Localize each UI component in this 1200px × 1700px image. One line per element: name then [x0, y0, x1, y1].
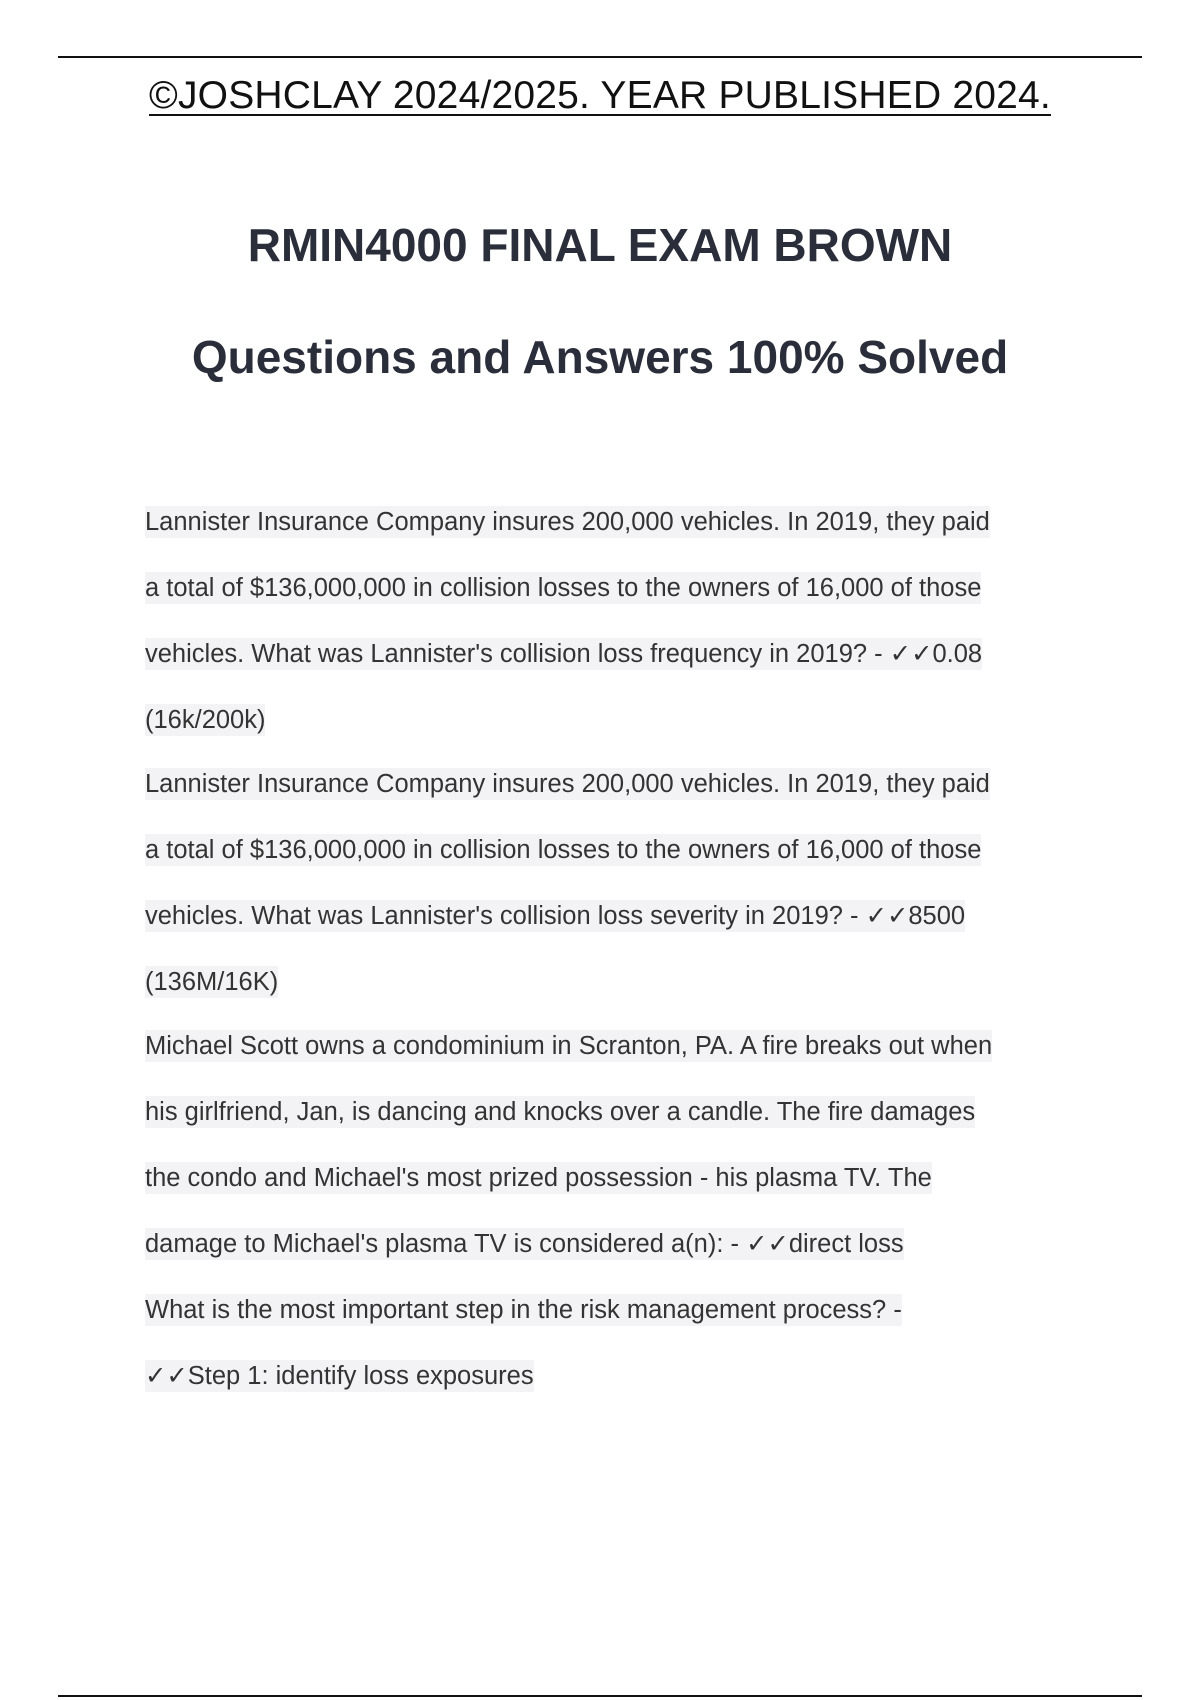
- text-line: a total of $136,000,000 in collision losses to the owners of 16,000 of those: [145, 836, 982, 864]
- document-subtitle: Questions and Answers 100% Solved: [191, 331, 1009, 383]
- text-line: a total of $136,000,000 in collision losses to the owners of 16,000 of those: [145, 574, 982, 602]
- qa-item-2: [145, 758, 1095, 1020]
- copyright-text: ©JOSHCLAY 2024/2025. YEAR PUBLISHED 2024.: [149, 74, 1051, 117]
- text-line: vehicles. What was Lannister's collision loss severity in 2019? - ✓✓8500: [145, 902, 966, 930]
- text-line: (16k/200k): [145, 706, 266, 734]
- text-line: What is the most important step in the risk management process? -: [145, 1296, 902, 1324]
- text-line: ✓✓Step 1: identify loss exposures: [145, 1362, 534, 1390]
- text-line: (136M/16K): [145, 968, 279, 996]
- text-line: Lannister Insurance Company insures 200,000 vehicles. In 2019, they paid: [145, 508, 990, 536]
- qa-item-1: [145, 496, 1095, 758]
- text-line: Michael Scott owns a condominium in Scranton, PA. A fire breaks out when: [145, 1032, 993, 1060]
- text-line: his girlfriend, Jan, is dancing and knocks over a candle. The fire damages: [145, 1098, 976, 1126]
- bottom-rule: [58, 1695, 1142, 1697]
- text-line: the condo and Michael's most prized possession - his plasma TV. The: [145, 1164, 932, 1192]
- qa-content: [145, 496, 1095, 1416]
- copyright-header: [0, 74, 1200, 118]
- document-title: RMIN4000 FINAL EXAM BROWN: [247, 219, 953, 271]
- text-line: Lannister Insurance Company insures 200,000 vehicles. In 2019, they paid: [145, 770, 990, 798]
- top-rule: [58, 56, 1142, 58]
- qa-item-3: [145, 1020, 1095, 1284]
- text-line: damage to Michael's plasma TV is considered a(n): - ✓✓direct loss: [145, 1230, 904, 1258]
- text-line: vehicles. What was Lannister's collision loss frequency in 2019? - ✓✓0.08: [145, 640, 983, 668]
- qa-item-4: [145, 1284, 1095, 1416]
